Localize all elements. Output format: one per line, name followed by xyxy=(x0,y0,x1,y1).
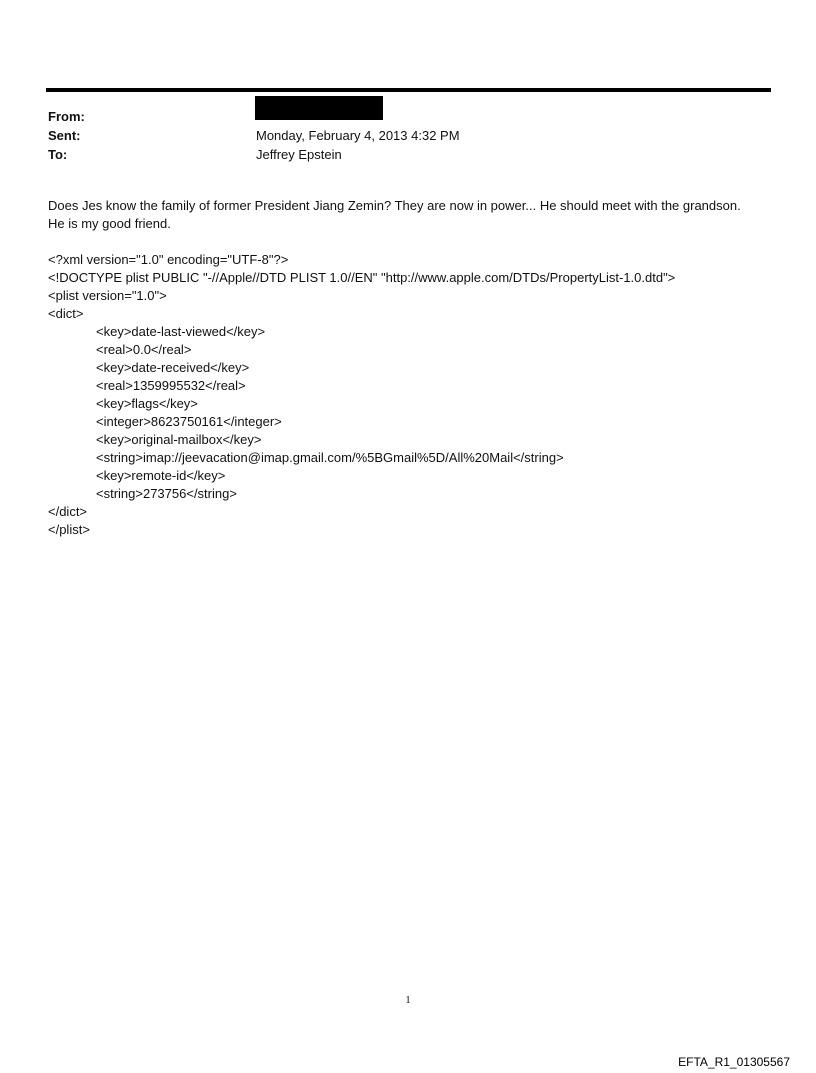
sent-label: Sent: xyxy=(48,128,81,143)
xml-metadata xyxy=(48,251,788,539)
xml-line: <key>date-last-viewed</key> xyxy=(96,324,266,339)
to-row xyxy=(48,145,768,164)
xml-line: </dict> xyxy=(48,504,88,519)
page-number: 1 xyxy=(405,994,411,1006)
sent-row xyxy=(48,126,768,145)
xml-line: <?xml version="1.0" encoding="UTF-8"?> xyxy=(48,252,289,267)
xml-line: <string>273756</string> xyxy=(96,486,237,501)
bates-number: EFTA_R1_01305567 xyxy=(678,1055,790,1069)
xml-line: <real>0.0</real> xyxy=(96,342,192,357)
to-label: To: xyxy=(48,147,68,162)
xml-line: <key>remote-id</key> xyxy=(96,468,226,483)
xml-line: <string>imap://jeevacation@imap.gmail.com/%5BGmail%5D/All%20Mail</string> xyxy=(96,450,564,465)
email-header xyxy=(48,107,768,164)
xml-line: <key>original-mailbox</key> xyxy=(96,432,262,447)
xml-line: <key>flags</key> xyxy=(96,396,198,411)
message-line: He is my good friend. xyxy=(48,216,171,231)
redaction-box xyxy=(255,96,383,120)
xml-line: <dict> xyxy=(48,306,84,321)
xml-line: <plist version="1.0"> xyxy=(48,288,167,303)
header-rule xyxy=(46,88,771,92)
to-value: Jeffrey Epstein xyxy=(256,147,342,162)
sent-value: Monday, February 4, 2013 4:32 PM xyxy=(256,128,460,143)
xml-line: <key>date-received</key> xyxy=(96,360,250,375)
from-row xyxy=(48,107,768,126)
message-body xyxy=(48,197,778,233)
xml-line: <integer>8623750161</integer> xyxy=(96,414,282,429)
from-label: From: xyxy=(48,109,85,124)
xml-line: </plist> xyxy=(48,522,90,537)
xml-line: <real>1359995532</real> xyxy=(96,378,246,393)
xml-line: <!DOCTYPE plist PUBLIC "-//Apple//DTD PLIST 1.0//EN" "http://www.apple.com/DTDs/PropertyList-1.0.dtd"> xyxy=(48,270,676,285)
message-line: Does Jes know the family of former President Jiang Zemin? They are now in power... He should meet with the grandson. xyxy=(48,198,741,213)
